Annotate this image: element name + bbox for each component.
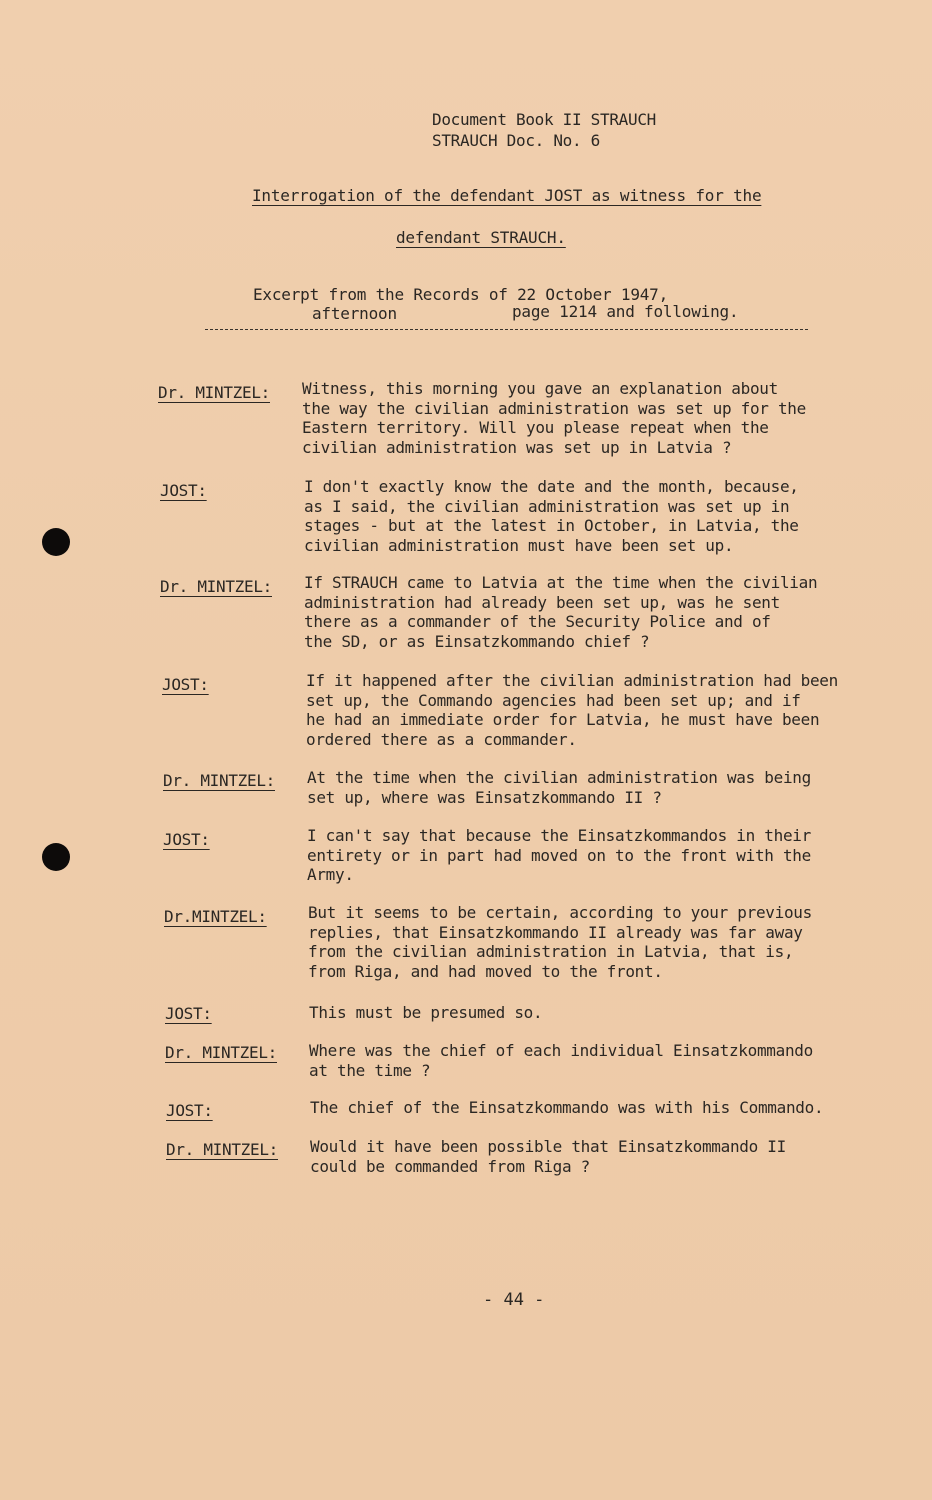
speaker-label: Dr. MINTZEL: <box>158 383 270 402</box>
speech-text: But it seems to be certain, according to your previous replies, that Einsatzkommando II already was far away from the civilian administration in Latvia, that is, from Riga, and had moved to the front. <box>308 903 812 981</box>
speech-text: Witness, this morning you gave an explanation about the way the civilian administration was set up for the Eastern territory. Will you please repeat when the civilian administration was set up in Latvia ? <box>302 379 806 457</box>
document-header <box>432 109 656 151</box>
speech-text: Where was the chief of each individual Einsatzkommando at the time ? <box>309 1041 813 1080</box>
speaker-label: JOST: <box>162 675 209 694</box>
speaker-label: JOST: <box>160 481 207 500</box>
speech-text: The chief of the Einsatzkommando was with his Commando. <box>310 1098 824 1117</box>
excerpt-line-2-left: afternoon <box>312 304 397 323</box>
speaker-label: Dr. MINTZEL: <box>160 577 272 596</box>
punch-hole <box>42 843 70 871</box>
header-line-2: STRAUCH Doc. No. 6 <box>432 131 600 150</box>
dashed-divider <box>205 329 808 330</box>
speaker-label: Dr. MINTZEL: <box>163 771 275 790</box>
excerpt-line-2-right: page 1214 and following. <box>512 302 739 321</box>
speaker-label: Dr. MINTZEL: <box>166 1140 278 1159</box>
speaker-label: JOST: <box>163 830 210 849</box>
punch-hole <box>42 528 70 556</box>
speaker-label: Dr.MINTZEL: <box>164 907 267 926</box>
speaker-label: Dr. MINTZEL: <box>165 1043 277 1062</box>
speech-text: This must be presumed so. <box>309 1003 543 1022</box>
speech-text: I can't say that because the Einsatzkommandos in their entirety or in part had moved on to the front with the Army. <box>307 826 811 884</box>
speaker-label: JOST: <box>166 1101 213 1120</box>
document-title-line-1: Interrogation of the defendant JOST as witness for the <box>252 186 762 205</box>
excerpt-line-1: Excerpt from the Records of 22 October 1947, <box>253 285 669 304</box>
speech-text: At the time when the civilian administration was being set up, where was Einsatzkommando II ? <box>307 768 811 807</box>
page-number: - 44 - <box>483 1290 545 1310</box>
speech-text: If it happened after the civilian administration had been set up, the Commando agencies had been set up; and if he had an immediate order for Latvia, he must have been ordered there as a commander. <box>306 671 838 749</box>
speech-text: I don't exactly know the date and the month, because, as I said, the civilian administration was set up in stages - but at the latest in October, in Latvia, the civilian administration must have been set up. <box>304 477 799 555</box>
document-title-line-2: defendant STRAUCH. <box>396 228 566 247</box>
speaker-label: JOST: <box>165 1004 212 1023</box>
header-line-1: Document Book II STRAUCH <box>432 110 656 129</box>
speech-text: If STRAUCH came to Latvia at the time when the civilian administration had already been set up, was he sent there as a commander of the Security Police and of the SD, or as Einsatzkommando chief ? <box>304 573 818 651</box>
speech-text: Would it have been possible that Einsatzkommando II could be commanded from Riga ? <box>310 1137 786 1176</box>
